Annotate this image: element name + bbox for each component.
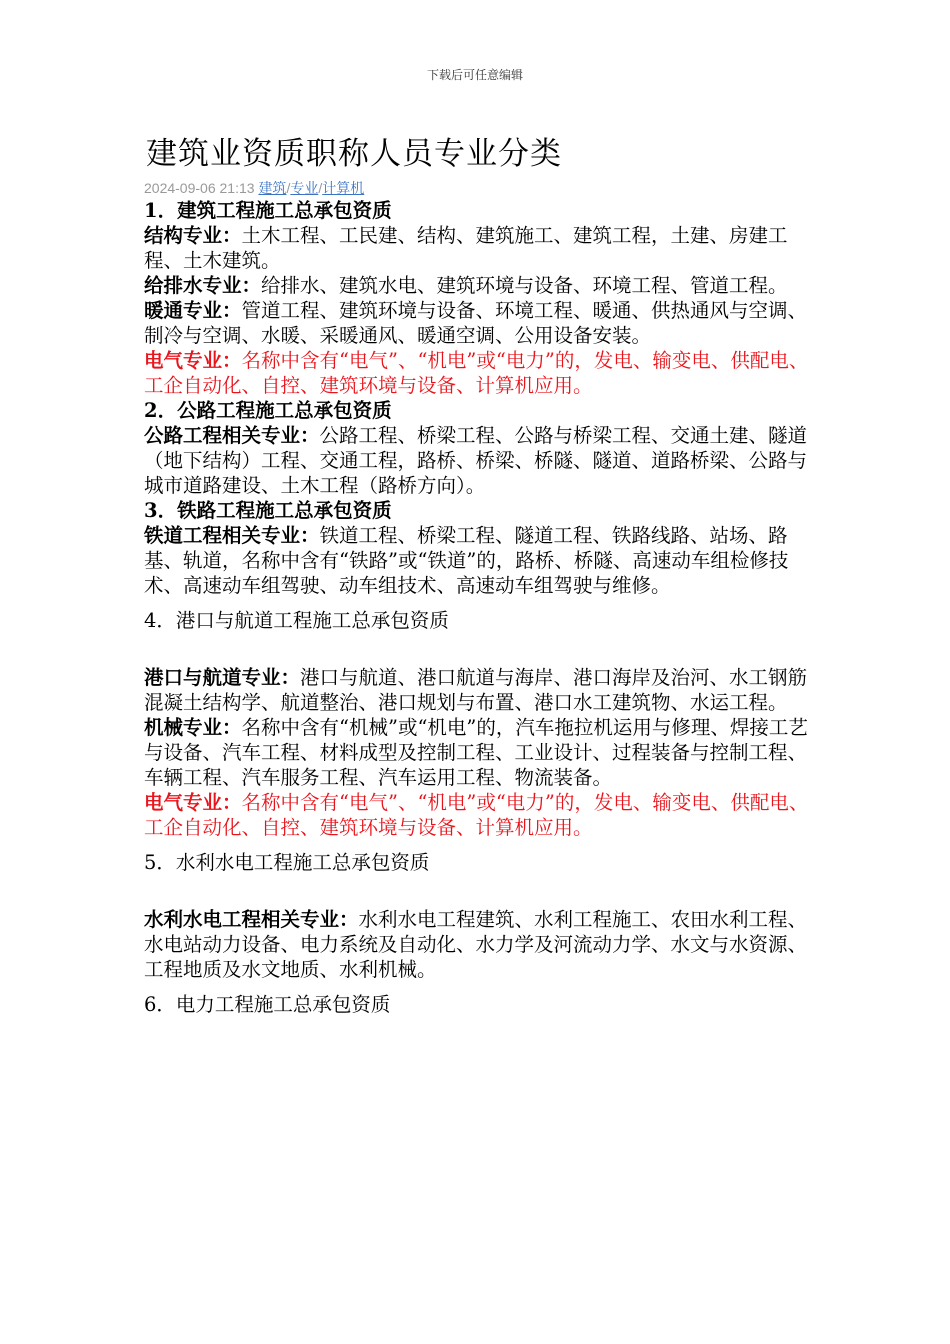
- post-datetime: 2024-09-06 21:13: [144, 180, 255, 196]
- section-2-title: 2．公路工程施工总承包资质: [144, 399, 392, 422]
- s4-mech-text: 名称中含有“机械”或“机电”的，汽车拖拉机运用与修理、焊接工艺与设备、汽车工程、材料成型及控制工程、工业设计、过程装备与控制工程、车辆工程、汽车服务工程、汽车运用工程、物流装备。: [144, 716, 808, 789]
- s1-structure-text: 土木工程、工民建、结构、建筑施工、建筑工程，土建、房建工程、土木建筑。: [144, 224, 788, 272]
- s1-hvac-label: 暖通专业：: [144, 299, 242, 322]
- s3-rail-paragraph: [144, 523, 816, 598]
- s4-electric-text: 名称中含有“电气”、“机电”或“电力”的，发电、输变电、供配电、工企自动化、自控、建筑环境与设备、计算机应用。: [144, 791, 809, 839]
- header-note: 下载后可任意编辑: [426, 68, 523, 82]
- s1-electric-text: 名称中含有“电气”、“机电”或“电力”的，发电、输变电、供配电、工企自动化、自控、建筑环境与设备、计算机应用。: [144, 349, 809, 397]
- s1-plumbing-paragraph: [144, 273, 816, 298]
- section-1-title: 1．建筑工程施工总承包资质: [144, 199, 392, 222]
- tag-link-computer[interactable]: 计算机: [322, 180, 365, 196]
- s1-hvac-paragraph: [144, 298, 816, 348]
- section-3-title: 3．铁路工程施工总承包资质: [144, 499, 392, 522]
- s1-plumbing-label: 给排水专业：: [144, 274, 262, 297]
- post-meta: 2024-09-06 21:13 建筑/专业/计算机: [144, 180, 365, 196]
- s2-road-label: 公路工程相关专业：: [144, 424, 320, 447]
- s5-water-text: 水利水电工程建筑、水利工程施工、农田水利工程、水电站动力设备、电力系统及自动化、水力学及河流动力学、水文与水资源、工程地质及水文地质、水利机械。: [144, 908, 808, 981]
- tag-link-major[interactable]: 专业: [290, 180, 319, 196]
- s1-electric-label: 电气专业：: [144, 349, 242, 372]
- page-title: 建筑业资质职称人员专业分类: [146, 136, 562, 172]
- s4-electric-paragraph: [144, 790, 816, 840]
- article-body: [144, 198, 816, 1017]
- s4-port-label: 港口与航道专业：: [144, 666, 301, 689]
- s3-rail-label: 铁道工程相关专业：: [144, 524, 320, 547]
- s5-water-label: 水利水电工程相关专业：: [144, 908, 359, 931]
- s4-port-paragraph: [144, 665, 816, 715]
- s4-port-text: 港口与航道、港口航道与海岸、港口海岸及治河、水工钢筋混凝土结构学、航道整治、港口规划与布置、港口水工建筑物、水运工程。: [144, 666, 808, 714]
- s4-mech-paragraph: [144, 715, 816, 790]
- s3-rail-text: 铁道工程、桥梁工程、隧道工程、铁路线路、站场、路基、轨道，名称中含有“铁路”或“铁道”的，路桥、桥隧、高速动车组检修技术、高速动车组驾驶、动车组技术、高速动车组驾驶与维修。: [144, 524, 789, 597]
- tag-link-building[interactable]: 建筑: [258, 180, 287, 196]
- section-6-title: 6．电力工程施工总承包资质: [144, 993, 391, 1016]
- s4-electric-label: 电气专业：: [144, 791, 242, 814]
- s5-water-paragraph: [144, 907, 816, 982]
- s1-plumbing-text: 给排水、建筑水电、建筑环境与设备、环境工程、管道工程。: [261, 274, 788, 297]
- section-4-title: 4．港口与航道工程施工总承包资质: [144, 609, 449, 632]
- s4-mech-label: 机械专业：: [144, 716, 242, 739]
- section-5-title: 5．水利水电工程施工总承包资质: [144, 851, 430, 874]
- s2-road-text: 公路工程、桥梁工程、公路与桥梁工程、交通土建、隧道（地下结构）工程、交通工程，路桥、桥梁、桥隧、隧道、道路桥梁、公路与城市道路建设、土木工程（路桥方向）。: [144, 424, 808, 497]
- s1-hvac-text: 管道工程、建筑环境与设备、环境工程、暖通、供热通风与空调、制冷与空调、水暖、采暖通风、暖通空调、公用设备安装。: [144, 299, 808, 347]
- s2-road-paragraph: [144, 423, 816, 498]
- s1-structure-paragraph: [144, 223, 816, 273]
- s1-structure-label: 结构专业：: [144, 224, 242, 247]
- s1-electric-paragraph: [144, 348, 816, 398]
